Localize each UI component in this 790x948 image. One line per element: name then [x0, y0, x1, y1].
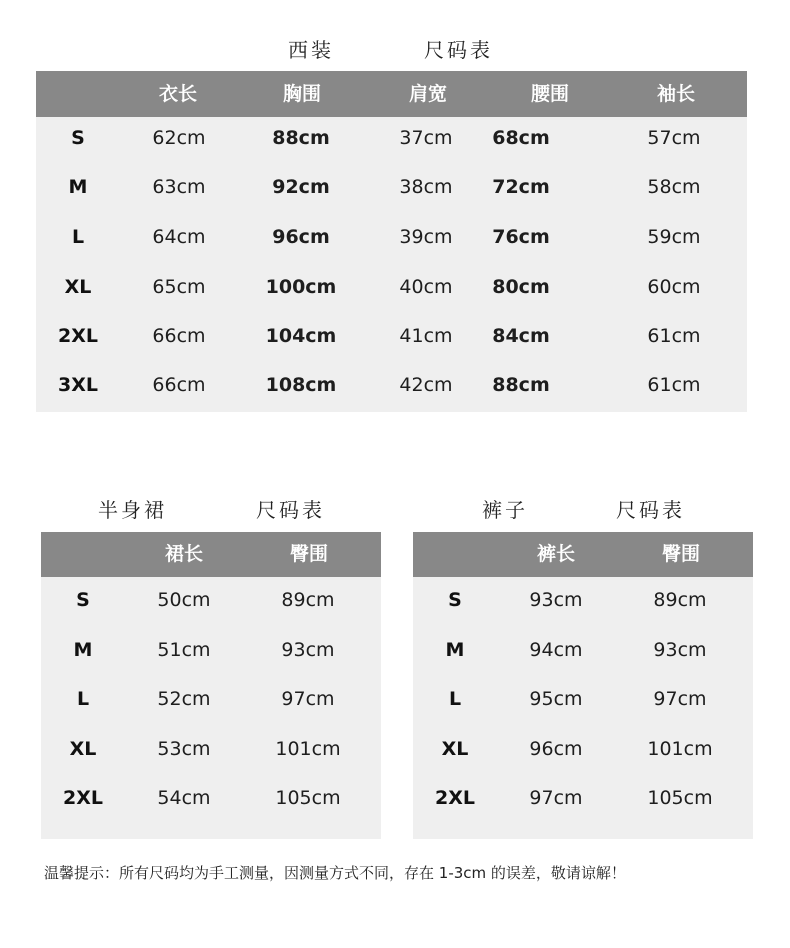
skirt-size-table — [41, 532, 381, 839]
table-row — [41, 589, 381, 619]
size-label: M — [445, 639, 465, 661]
sleeve-value: 58cm — [647, 176, 701, 198]
shoulder-value: 40cm — [399, 276, 453, 298]
waist-value: 80cm — [492, 276, 550, 298]
table-row — [36, 325, 747, 355]
length-value: 93cm — [529, 589, 583, 611]
length-value: 51cm — [157, 639, 211, 661]
pants-header-length: 裤长 — [536, 543, 575, 565]
sleeve-value: 57cm — [647, 127, 701, 149]
length-value: 62cm — [152, 127, 206, 149]
chest-value: 88cm — [272, 127, 330, 149]
sleeve-value: 60cm — [647, 276, 701, 298]
size-label: L — [71, 226, 85, 248]
length-value: 94cm — [529, 639, 583, 661]
suit-title-left: 西装 — [288, 38, 334, 62]
table-row — [36, 226, 747, 256]
chest-value: 100cm — [265, 276, 337, 298]
length-value: 64cm — [152, 226, 206, 248]
table-row — [413, 787, 753, 817]
table-row — [41, 738, 381, 768]
measurement-note: 温馨提示：所有尺码均为手工测量，因测量方式不同，存在 1-3cm 的误差，敬请谅解！ — [44, 864, 626, 882]
suit-size-table — [36, 71, 747, 412]
table-row — [413, 639, 753, 669]
suit-table-header — [36, 71, 747, 117]
size-label: S — [448, 589, 462, 611]
skirt-title-left: 半身裙 — [98, 498, 167, 522]
waist-value: 88cm — [492, 374, 550, 396]
table-row — [413, 589, 753, 619]
table-row — [41, 688, 381, 718]
length-value: 52cm — [157, 688, 211, 710]
hip-value: 97cm — [281, 688, 335, 710]
suit-header-shoulder: 肩宽 — [408, 83, 447, 105]
length-value: 65cm — [152, 276, 206, 298]
suit-title-right: 尺码表 — [424, 38, 493, 62]
sleeve-value: 59cm — [647, 226, 701, 248]
size-label: 3XL — [58, 374, 98, 396]
pants-title-left: 裤子 — [482, 498, 528, 522]
sleeve-value: 61cm — [647, 325, 701, 347]
skirt-table-header — [41, 532, 381, 577]
size-label: 2XL — [435, 787, 475, 809]
length-value: 63cm — [152, 176, 206, 198]
suit-header-chest: 胸围 — [282, 83, 321, 105]
chest-value: 104cm — [265, 325, 337, 347]
size-label: XL — [441, 738, 469, 760]
hip-value: 89cm — [281, 589, 335, 611]
chest-value: 108cm — [265, 374, 337, 396]
skirt-header-length: 裙长 — [164, 543, 203, 565]
size-label: XL — [64, 276, 92, 298]
size-label: M — [73, 639, 93, 661]
hip-value: 105cm — [275, 787, 341, 809]
waist-value: 68cm — [492, 127, 550, 149]
hip-value: 89cm — [653, 589, 707, 611]
table-row — [413, 738, 753, 768]
length-value: 97cm — [529, 787, 583, 809]
size-label: L — [448, 688, 462, 710]
size-label: M — [68, 176, 88, 198]
size-label: S — [71, 127, 85, 149]
shoulder-value: 37cm — [399, 127, 453, 149]
table-row — [36, 374, 747, 404]
shoulder-value: 42cm — [399, 374, 453, 396]
hip-value: 105cm — [647, 787, 713, 809]
table-row — [413, 688, 753, 718]
pants-table-header — [413, 532, 753, 577]
table-row — [41, 639, 381, 669]
table-row — [36, 176, 747, 206]
sleeve-value: 61cm — [647, 374, 701, 396]
hip-value: 101cm — [647, 738, 713, 760]
shoulder-value: 39cm — [399, 226, 453, 248]
length-value: 50cm — [157, 589, 211, 611]
hip-value: 93cm — [653, 639, 707, 661]
shoulder-value: 41cm — [399, 325, 453, 347]
length-value: 54cm — [157, 787, 211, 809]
length-value: 95cm — [529, 688, 583, 710]
length-value: 66cm — [152, 374, 206, 396]
pants-title-right: 尺码表 — [616, 498, 685, 522]
size-label: 2XL — [63, 787, 103, 809]
pants-size-table — [413, 532, 753, 839]
suit-header-waist: 腰围 — [530, 83, 569, 105]
hip-value: 97cm — [653, 688, 707, 710]
pants-header-hip: 臀围 — [661, 543, 700, 565]
suit-header-length: 衣长 — [158, 83, 197, 105]
hip-value: 101cm — [275, 738, 341, 760]
size-label: 2XL — [58, 325, 98, 347]
table-row — [36, 127, 747, 157]
length-value: 53cm — [157, 738, 211, 760]
size-label: L — [76, 688, 90, 710]
length-value: 66cm — [152, 325, 206, 347]
size-label: XL — [69, 738, 97, 760]
chest-value: 92cm — [272, 176, 330, 198]
skirt-title-right: 尺码表 — [256, 498, 325, 522]
skirt-header-hip: 臀围 — [289, 543, 328, 565]
suit-header-sleeve: 袖长 — [656, 83, 695, 105]
table-row — [41, 787, 381, 817]
hip-value: 93cm — [281, 639, 335, 661]
length-value: 96cm — [529, 738, 583, 760]
waist-value: 72cm — [492, 176, 550, 198]
table-row — [36, 276, 747, 306]
waist-value: 84cm — [492, 325, 550, 347]
shoulder-value: 38cm — [399, 176, 453, 198]
chest-value: 96cm — [272, 226, 330, 248]
size-label: S — [76, 589, 90, 611]
waist-value: 76cm — [492, 226, 550, 248]
